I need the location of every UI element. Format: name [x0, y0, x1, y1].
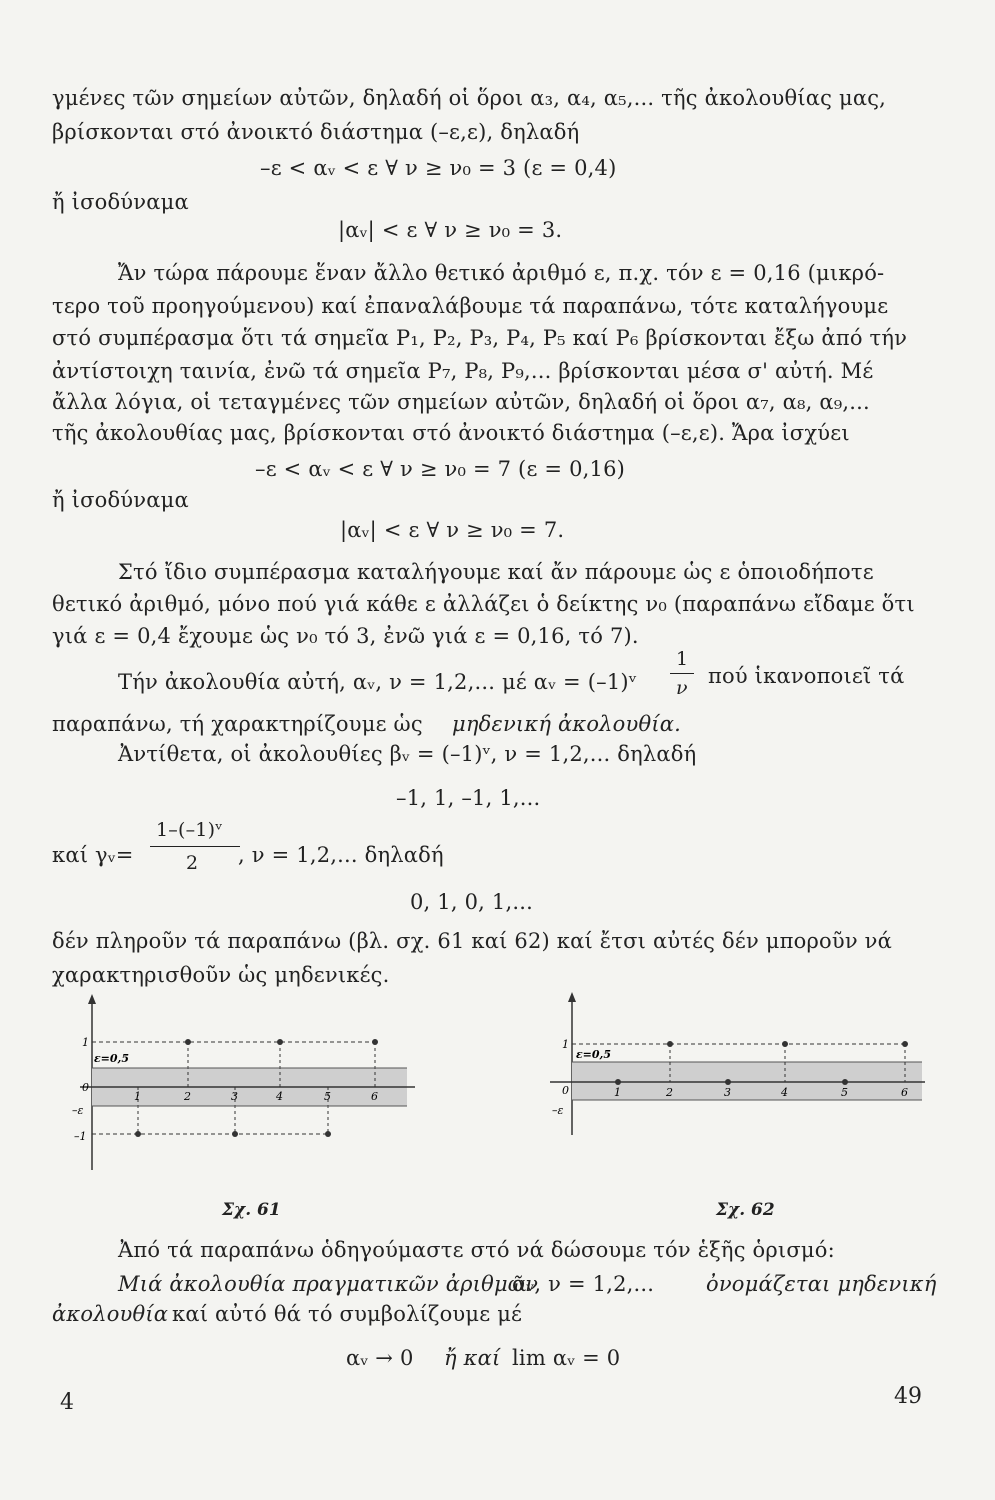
x-label: 3	[724, 1086, 731, 1099]
equation: –ε < αᵥ < ε ∀ ν ≥ ν₀ = 7 (ε = 0,16)	[255, 457, 626, 481]
text-line: Στό ἴδιο συμπέρασμα καταλήγουμε καί ἄν πάρουμε ὡς ε ὁποιοδήποτε	[118, 560, 874, 584]
x-label: 4	[781, 1086, 788, 1099]
text-line: καί αὐτό θά τό συμβολίζουμε μέ	[172, 1302, 523, 1326]
text-line: τῆς ἀκολουθίας μας, βρίσκονται στό ἀνοικτό διάστημα (–ε,ε). Ἄρα ἰσχύει	[52, 421, 850, 445]
text-line: τερο τοῦ προηγούμενου) καί ἐπαναλάβουμε τά παραπάνω, τότε καταλήγουμε	[52, 294, 889, 318]
text-line: στό συμπέρασμα ὅτι τά σημεῖα P₁, P₂, P₃, P₄, P₅ καί P₆ βρίσκονται ἔξω ἀπό τήν	[52, 326, 908, 350]
point	[185, 1039, 191, 1045]
y-axis-arrow	[568, 992, 576, 1002]
point	[135, 1131, 141, 1137]
text-line: ἤ ἰσοδύναμα	[52, 190, 189, 214]
text-line: χαρακτηρισθοῦν ὡς μηδενικές.	[52, 963, 390, 987]
text-line: ἤ ἰσοδύναμα	[52, 488, 189, 512]
definition-italic: ἀκολουθία	[52, 1302, 169, 1326]
x-label: 6	[371, 1090, 378, 1103]
y-label: –1	[74, 1130, 87, 1143]
y-label: –ε	[552, 1104, 564, 1117]
text-line: γμένες τῶν σημείων αὐτῶν, δηλαδή οἱ ὅροι α₃, α₄, α₅,... τῆς ἀκολουθίας μας,	[52, 86, 887, 110]
fraction-bar	[670, 673, 694, 674]
point	[902, 1041, 908, 1047]
equation: |αᵥ| < ε ∀ ν ≥ ν₀ = 7.	[340, 518, 565, 542]
x-label: 1	[614, 1086, 621, 1099]
text-line: ἄλλα λόγια, οἱ τεταγμένες τῶν σημείων αὐτῶν, δηλαδή οἱ ὅροι α₇, α₈, α₉,...	[52, 390, 870, 414]
equation: –ε < αᵥ < ε ∀ ν ≥ ν₀ = 3 (ε = 0,4)	[260, 156, 617, 180]
text-line: καί γᵥ=	[52, 843, 134, 867]
x-label: 6	[901, 1086, 908, 1099]
equation: –1, 1, –1, 1,...	[396, 786, 541, 810]
x-label: 5	[841, 1086, 848, 1099]
definition-math: αᵥ, ν = 1,2,...	[512, 1272, 655, 1296]
page-number-left: 4	[60, 1390, 74, 1415]
text-line: βρίσκονται στό ἀνοικτό διάστημα (–ε,ε), δηλαδή	[52, 120, 580, 144]
text-line: δέν πληροῦν τά παραπάνω (βλ. σχ. 61 καί 62) καί ἔτσι αὐτές δέν μποροῦν νά	[52, 929, 893, 953]
text-line: Ἀπό τά παραπάνω ὁδηγούμαστε στό νά δώσουμε τόν ἑξῆς ὁρισμό:	[118, 1238, 835, 1262]
fraction-denominator: 2	[186, 852, 199, 874]
point	[325, 1131, 331, 1137]
equation-connector: ἤ καί	[444, 1346, 501, 1370]
text-line: γιά ε = 0,4 ἔχουμε ὡς ν₀ τό 3, ἐνῶ γιά ε = 0,16, τό 7).	[52, 624, 639, 648]
equation: αᵥ → 0	[346, 1346, 414, 1370]
x-label: 4	[276, 1090, 283, 1103]
point	[782, 1041, 788, 1047]
point	[232, 1131, 238, 1137]
text-line: Ἀντίθετα, οἱ ἀκολουθίες βᵥ = (–1)ᵛ, ν = 1,2,... δηλαδή	[118, 742, 697, 766]
y-label: 0	[562, 1084, 569, 1097]
y-label: –ε	[72, 1104, 84, 1117]
page-number-right: 49	[894, 1384, 922, 1409]
y-label: 0	[82, 1081, 89, 1094]
text-line: θετικό ἀριθμό, μόνο πού γιά κάθε ε ἀλλάζει ὁ δείκτης ν₀ (παραπάνω εἴδαμε ὅτι	[52, 592, 915, 616]
figure-61-caption: Σχ. 61	[222, 1200, 281, 1220]
figure-61	[70, 990, 430, 1180]
text-line-italic: μηδενική ἀκολουθία.	[452, 712, 682, 736]
equation: lim αᵥ = 0	[512, 1346, 621, 1370]
x-label: 3	[231, 1090, 238, 1103]
y-axis-arrow	[88, 994, 96, 1004]
point	[277, 1039, 283, 1045]
text-line: Ἄν τώρα πάρουμε ἕναν ἄλλο θετικό ἀριθμό ε, π.χ. τόν ε = 0,16 (μικρό-	[118, 261, 885, 285]
y-label: 1	[82, 1036, 89, 1049]
figure-62-caption: Σχ. 62	[716, 1200, 775, 1220]
x-label: 2	[666, 1086, 673, 1099]
epsilon-band	[572, 1062, 922, 1100]
epsilon-label: ε=0,5	[94, 1052, 130, 1065]
x-label: 1	[134, 1090, 141, 1103]
equation: 0, 1, 0, 1,...	[410, 890, 533, 914]
text-line: ἀντίστοιχη ταινία, ἐνῶ τά σημεῖα P₇, P₈, P₉,... βρίσκονται μέσα σ' αὐτή. Μέ	[52, 359, 874, 383]
x-label: 5	[324, 1090, 331, 1103]
fraction-denominator: ν	[676, 677, 688, 699]
text-line: πού ἱκανοποιεῖ τά	[708, 664, 905, 688]
point	[667, 1041, 673, 1047]
y-label: 1	[562, 1038, 569, 1051]
fraction-bar	[150, 846, 240, 847]
text-line: Τήν ἀκολουθία αὐτή, αᵥ, ν = 1,2,... μέ αᵥ = (–1)ᵛ	[118, 670, 637, 694]
figure-62	[550, 990, 930, 1140]
equation: |αᵥ| < ε ∀ ν ≥ ν₀ = 3.	[338, 218, 563, 242]
definition-italic: Μιά ἀκολουθία πραγματικῶν ἀριθμῶν	[118, 1272, 539, 1296]
point	[615, 1079, 621, 1085]
point	[842, 1079, 848, 1085]
x-label: 2	[184, 1090, 191, 1103]
fraction-numerator: 1–(–1)ᵛ	[156, 819, 223, 841]
definition-italic: ὀνομάζεται μηδενική	[706, 1272, 937, 1296]
text-line: , ν = 1,2,... δηλαδή	[238, 843, 444, 867]
fraction-numerator: 1	[676, 648, 689, 670]
point	[725, 1079, 731, 1085]
point	[372, 1039, 378, 1045]
epsilon-label: ε=0,5	[576, 1048, 612, 1061]
text-line: παραπάνω, τή χαρακτηρίζουμε ὡς	[52, 712, 423, 736]
